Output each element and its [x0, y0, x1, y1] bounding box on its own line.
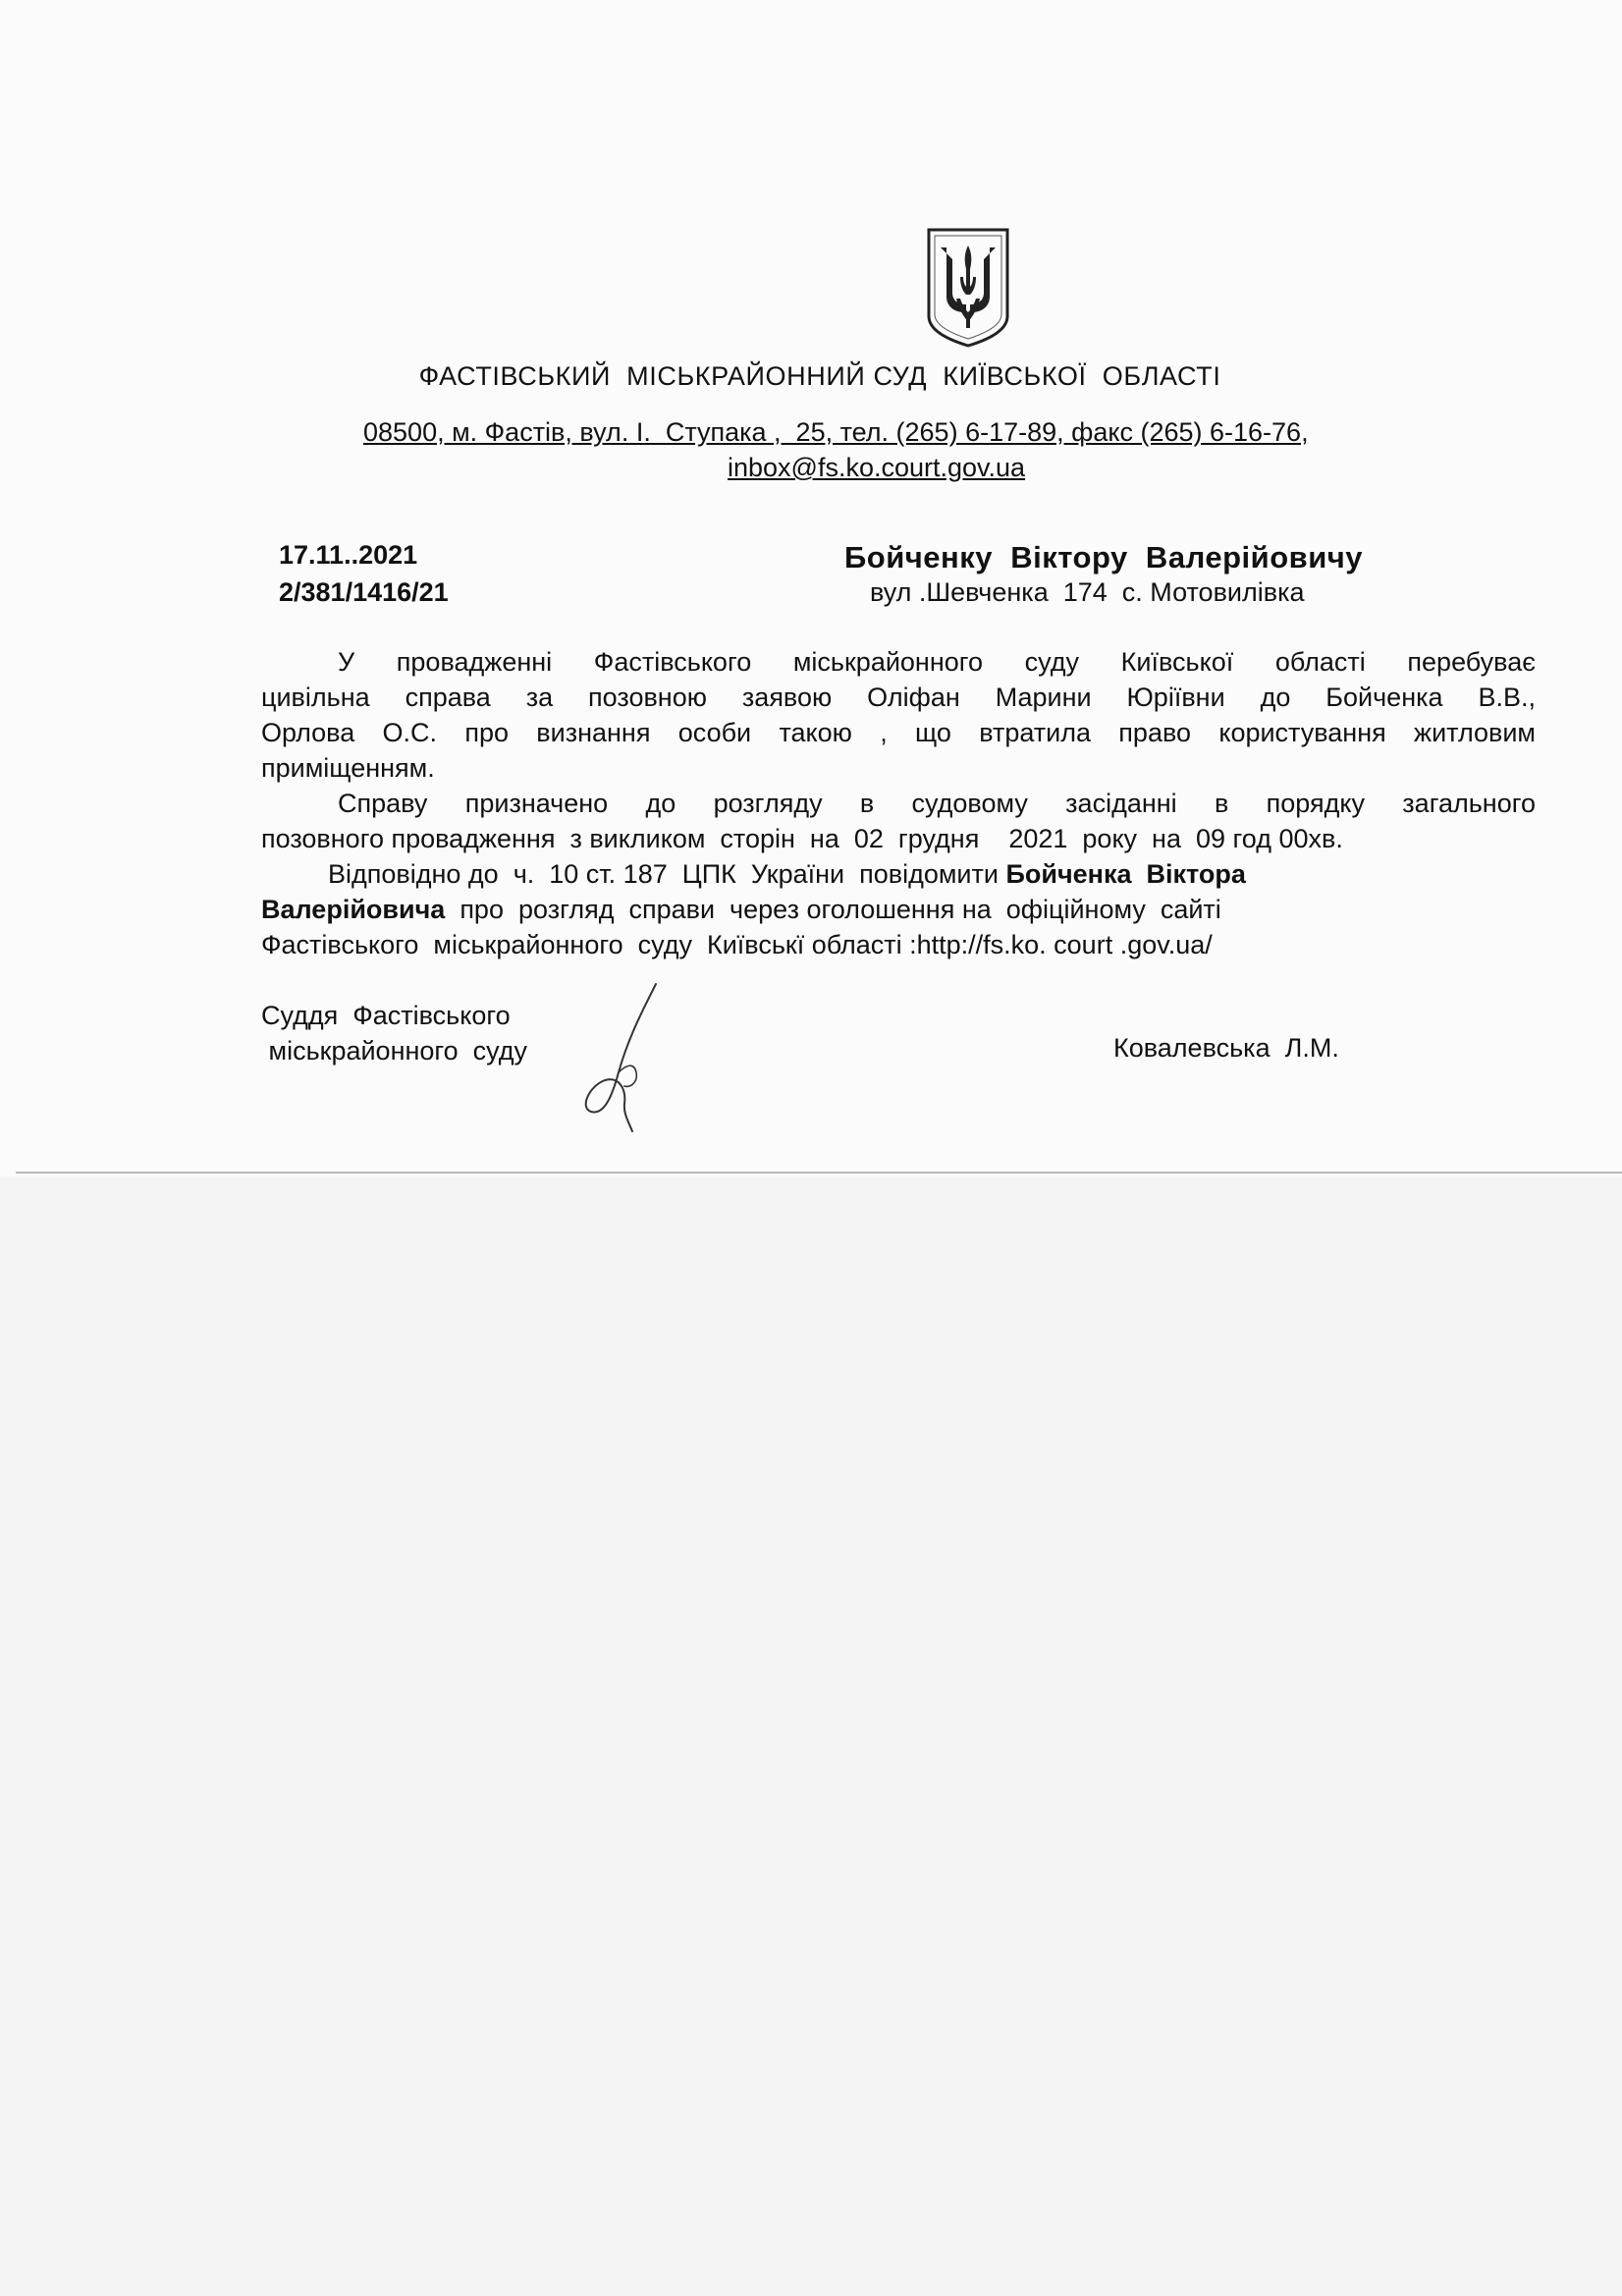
judge-position-line-1: Суддя Фастівського — [261, 1001, 511, 1030]
paragraph-1-line-3: Орлова О.С. про визнання особи такою , що втратила право користування житловим — [261, 718, 1536, 747]
trident-coat-of-arms-icon — [921, 226, 1015, 350]
addressee-address: вул .Шевченка 174 с. Мотовилівка — [870, 577, 1305, 607]
handwritten-signature — [575, 978, 683, 1135]
scan-edge-line — [16, 1172, 1622, 1174]
addressee-name: Бойченку Віктору Валерійовичу — [844, 540, 1363, 574]
paragraph-3-line-2-text: про розгляд справи через оголошення на офіційному сайті — [445, 895, 1221, 924]
judge-name: Ковалевська Л.М. — [1113, 1033, 1339, 1063]
paragraph-3-line-1-text: Відповідно до ч. 10 ст. 187 ЦПК України повідомити — [328, 859, 1006, 889]
case-number: 2/381/1416/21 — [279, 577, 449, 607]
document-date: 17.11..2021 — [279, 540, 418, 570]
paragraph-2-line-2: позовного провадження з викликом сторін на 02 грудня 2021 року на 09 год 00хв. — [261, 824, 1343, 853]
court-address: 08500, м. Фастів, вул. І. Ступака , 25, тел. (265) 6-17-89, факс (265) 6-16-76, — [363, 417, 1309, 447]
paragraph-1-line-4: приміщенням. — [261, 753, 435, 783]
defendant-name-part-1: Бойченка Віктора — [1005, 859, 1246, 889]
defendant-name-part-2: Валерійовича — [261, 895, 446, 924]
paragraph-3-line-2 — [261, 892, 1536, 927]
court-email: inbox@fs.ko.court.gov.ua — [728, 453, 1026, 482]
notice-body — [261, 644, 1536, 962]
paragraph-2-line-1: Справу призначено до розгляду в судовому засіданні в порядку загального — [338, 789, 1536, 818]
judge-position-line-2: міськрайонного суду — [261, 1036, 528, 1066]
paragraph-3-line-3: Фастівського міськрайонного суду Київськї області :http://fs.ko. court .gov.ua/ — [261, 930, 1213, 959]
paragraph-1-line-1: У провадженні Фастівського міськрайонного суду Київської області перебуває — [338, 647, 1536, 677]
paragraph-3-line-1 — [261, 856, 1536, 892]
paragraph-1-line-2: цивільна справа за позовною заявою Оліфан Марини Юріївни до Бойченка В.В., — [261, 683, 1536, 712]
judge-position — [261, 998, 527, 1068]
court-name: ФАСТІВСЬКИЙ МІСЬКРАЙОННИЙ СУД КИЇВСЬКОЇ ОБЛАСТІ — [418, 361, 1221, 391]
